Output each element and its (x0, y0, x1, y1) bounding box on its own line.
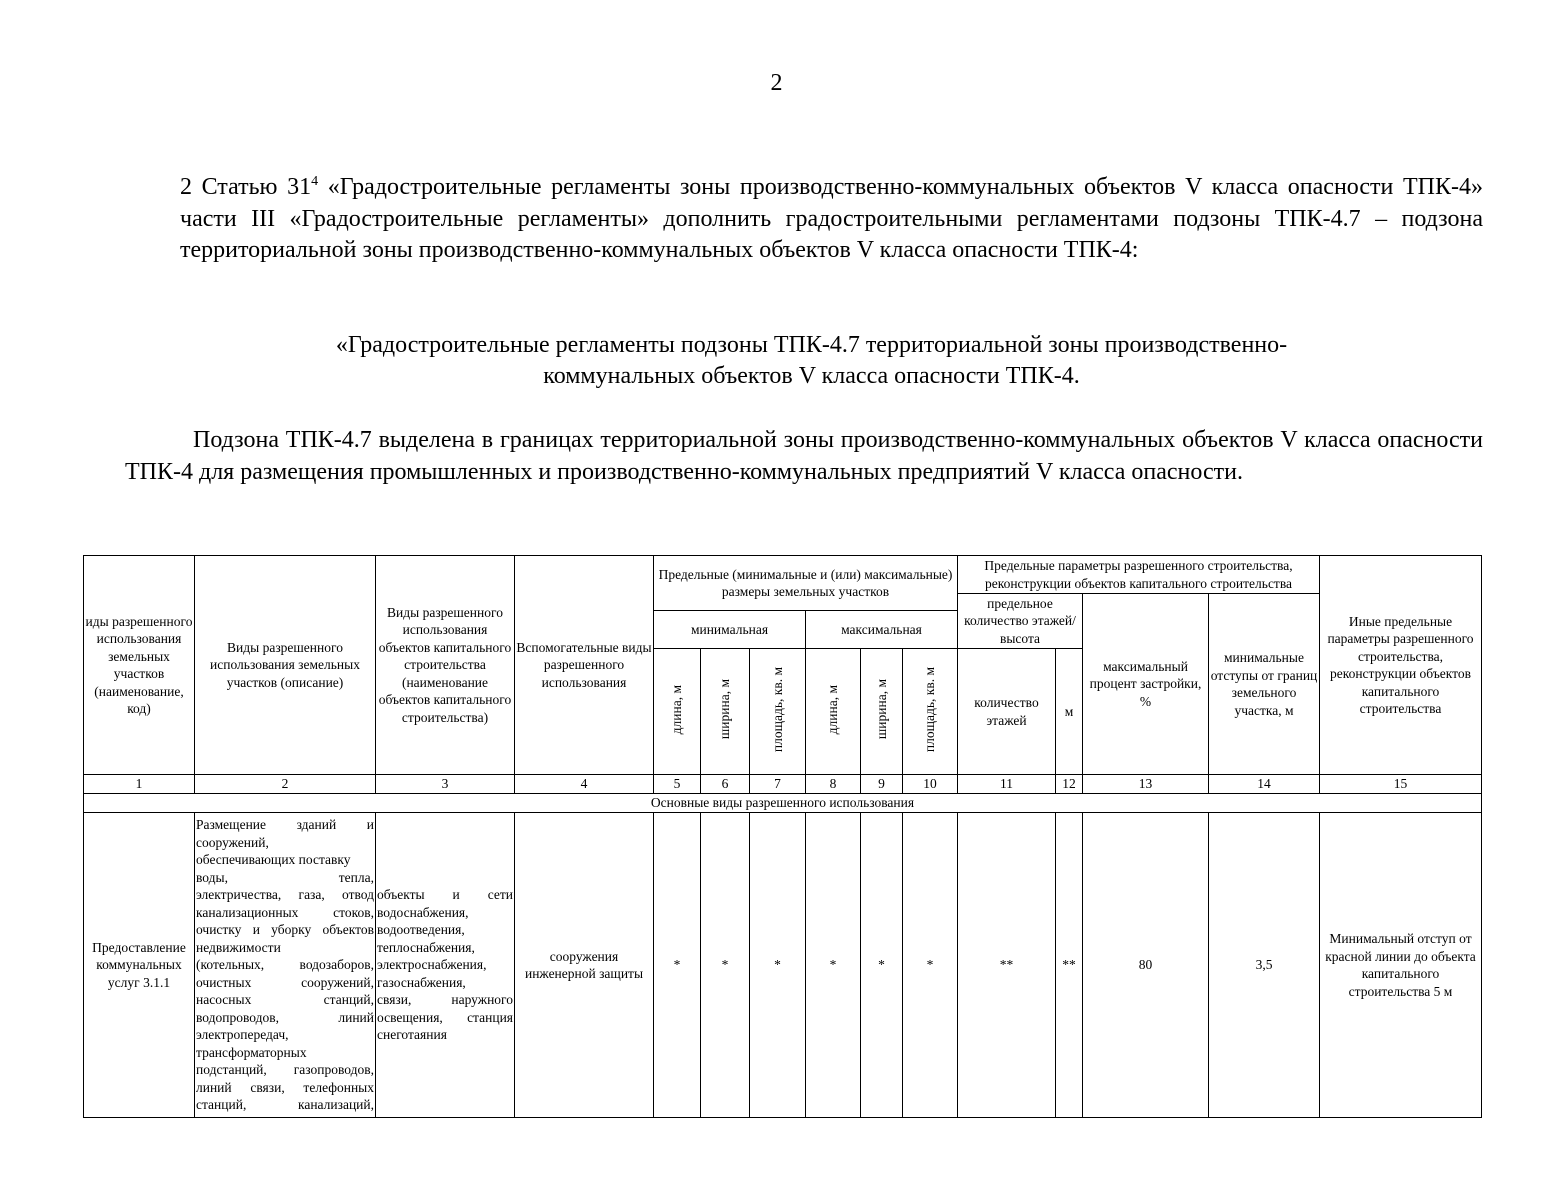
cell-min-area: * (750, 813, 806, 1118)
column-number: 8 (806, 775, 861, 794)
objects-line: снеготаяния (377, 1027, 447, 1043)
column-number-row (84, 775, 1482, 794)
objects-line: газоснабжения, (377, 974, 466, 990)
objects-line: освещения, станция (377, 1009, 513, 1025)
cell-min-setback: 3,5 (1209, 813, 1320, 1118)
header-min-width: ширина, м (701, 649, 750, 775)
cell-capital-objects (376, 813, 515, 1118)
column-number: 5 (654, 775, 701, 794)
intro-superscript: 4 (311, 174, 319, 189)
header-construction-limits: Предельные параметры разрешенного строительства, реконструкции объектов капитального строительства (958, 556, 1320, 594)
description-line: электропередач, (196, 1027, 289, 1043)
description-line: насосных станций, (196, 992, 374, 1008)
section-title-row: Основные виды разрешенного использования (84, 794, 1482, 813)
header-max-area: площадь, кв. м (903, 649, 958, 775)
heading-line-1: «Градостроительные регламенты подзоны ТПК-4.7 территориальной зоны производственно- (335, 332, 1288, 358)
description-line: воды, тепла, (196, 869, 374, 885)
header-min-length: длина, м (654, 649, 701, 775)
column-number: 2 (195, 775, 376, 794)
objects-line: водоснабжения, (377, 904, 469, 920)
header-maximal: максимальная (806, 611, 958, 649)
description-line: сооружений, (196, 834, 269, 850)
description-line: Размещение зданий и (196, 817, 374, 833)
cell-min-width: * (701, 813, 750, 1118)
objects-line: теплоснабжения, (377, 939, 475, 955)
description-line: очистку и уборку объектов (196, 922, 374, 938)
column-number: 3 (376, 775, 515, 794)
cell-height-meters: ** (1056, 813, 1083, 1118)
column-number: 13 (1083, 775, 1209, 794)
header-auxiliary-uses: Вспомогательные виды разрешенного использования (515, 556, 654, 775)
description-line: линий связи, телефонных (196, 1079, 374, 1095)
column-number: 7 (750, 775, 806, 794)
description-line: трансформаторных (196, 1044, 307, 1060)
description-line: (котельных, водозаборов, (196, 957, 374, 973)
description-line: очистных сооружений, (196, 974, 374, 990)
column-number: 10 (903, 775, 958, 794)
cell-auxiliary-uses: сооружения инженерной защиты (515, 813, 654, 1118)
column-number: 11 (958, 775, 1056, 794)
description-line: обеспечивающих поставку (196, 852, 351, 868)
cell-min-length: * (654, 813, 701, 1118)
header-max-length: длина, м (806, 649, 861, 775)
cell-use-kind-code: Предоставление коммунальных услуг 3.1.1 (84, 813, 195, 1118)
description-line: водопроводов, линий (196, 1009, 374, 1025)
description-line: канализационных стоков, (196, 904, 374, 920)
column-number: 4 (515, 775, 654, 794)
cell-use-description (195, 813, 376, 1118)
column-number: 12 (1056, 775, 1083, 794)
heading-line-2: коммунальных объектов V класса опасности ТПК-4. (543, 363, 1080, 389)
header-max-width: ширина, м (861, 649, 903, 775)
subzone-paragraph: Подзона ТПК-4.7 выделена в границах территориальной зоны производственно-коммунальных объектов V класса опасности ТПК-4 для размещения промышленных и производственно-коммунальных предприятий V класса опасности. (125, 427, 1483, 485)
cell-floors-count: ** (958, 813, 1056, 1118)
description-line: электричества, газа, отвод (196, 887, 374, 903)
header-meters: м (1056, 649, 1083, 775)
regulations-table (83, 555, 1482, 1118)
cell-max-width: * (861, 813, 903, 1118)
objects-line: связи, наружного (377, 992, 513, 1008)
header-capital-objects: Виды разрешенного использования объектов капитального строительства (наименование объектов капитального строительства) (376, 556, 515, 775)
intro-text-b: «Градостроительные регламенты зоны производственно-коммунальных объектов V класса опасности ТПК-4» части III «Градостроительные регламенты» дополнить градостроительными регламентами подзоны ТПК-4.7 – подзона территориальной зоны производственно-коммунальных объектов V класса опасности ТПК-4: (180, 174, 1483, 263)
header-min-setback: минимальные отступы от границ земельного участка, м (1209, 594, 1320, 775)
header-use-kind-code: иды разрешенного использования земельных участков (наименование, код) (84, 556, 195, 775)
intro-text-a: 2 Статью 31 (180, 174, 312, 200)
cell-other-limits: Минимальный отступ от красной линии до объекта капитального строительства 5 м (1320, 813, 1482, 1118)
table-row (84, 813, 1482, 1118)
description-line: станций, канализаций, (196, 1097, 374, 1113)
section-heading (160, 330, 1463, 392)
header-minimal: минимальная (654, 611, 806, 649)
header-plot-sizes: Предельные (минимальные и (или) максимальные) размеры земельных участков (654, 556, 958, 611)
description-line: подстанций, газопроводов, (196, 1062, 374, 1078)
column-number: 15 (1320, 775, 1482, 794)
header-use-description: Виды разрешенного использования земельных участков (описание) (195, 556, 376, 775)
column-number: 1 (84, 775, 195, 794)
header-min-area: площадь, кв. м (750, 649, 806, 775)
cell-max-length: * (806, 813, 861, 1118)
description-line: недвижимости (196, 939, 281, 955)
cell-max-percent: 80 (1083, 813, 1209, 1118)
header-floors-height: предельное количество этажей/высота (958, 594, 1083, 649)
cell-max-area: * (903, 813, 958, 1118)
objects-line: объекты и сети (377, 887, 513, 903)
intro-paragraph (180, 172, 1483, 267)
objects-line: водоотведения, (377, 922, 465, 938)
column-number: 6 (701, 775, 750, 794)
header-floors-count: количество этажей (958, 649, 1056, 775)
header-other-limits: Иные предельные параметры разрешенного строительства, реконструкции объектов капитального строительства (1320, 556, 1482, 775)
column-number: 9 (861, 775, 903, 794)
column-number: 14 (1209, 775, 1320, 794)
page-number: 2 (770, 70, 783, 96)
objects-line: электроснабжения, (377, 957, 487, 973)
header-max-percent: максимальный процент застройки, % (1083, 594, 1209, 775)
